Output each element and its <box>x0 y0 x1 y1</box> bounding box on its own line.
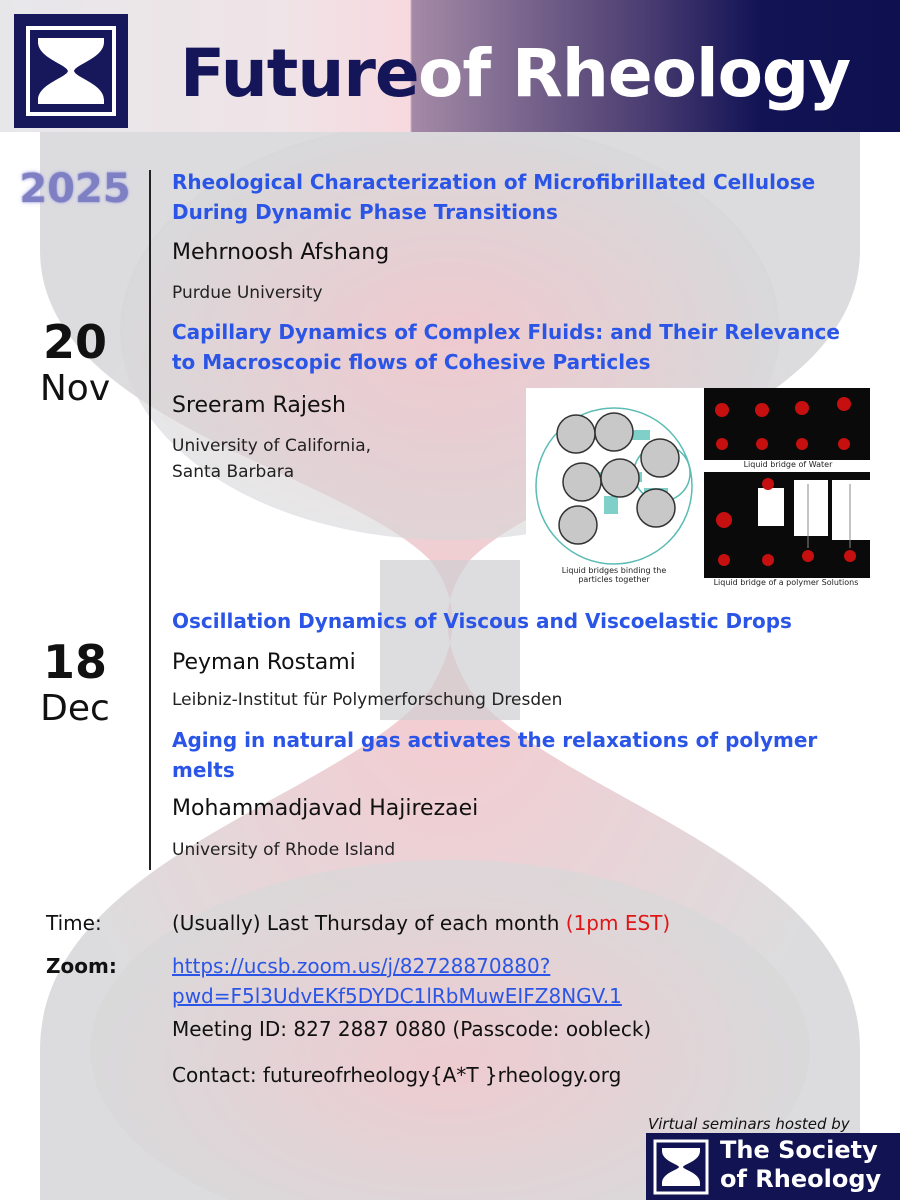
talk-title-line: Oscillation Dynamics of Viscous and Viscoelastic Drops <box>172 609 792 633</box>
meeting-id: Meeting ID: 827 2887 0880 (Passcode: oobleck) <box>172 1017 652 1041</box>
talk-1-title <box>172 167 872 227</box>
talk-1-speaker: Mehrnoosh Afshang <box>172 240 390 265</box>
hourglass-logo-icon <box>14 14 128 128</box>
zoom-link-line2[interactable]: pwd=F5l3UdvEKf5DYDC1lRbMuwEIFZ8NGV.1 <box>172 984 622 1008</box>
caption-particles-line1: Liquid bridges binding the <box>561 566 667 575</box>
talk-3-title <box>172 606 872 636</box>
talk-title-line: Capillary Dynamics of Complex Fluids: and Their Relevance <box>172 320 840 344</box>
talk-4-title <box>172 725 872 785</box>
session-1-month: Nov <box>39 368 111 409</box>
talk-title-line: During Dynamic Phase Transitions <box>172 200 558 224</box>
timeline-divider <box>149 170 151 870</box>
title-of-rheology: of Rheology <box>418 35 851 112</box>
year-label: 2025 <box>19 166 131 212</box>
contact-info: Contact: futureofrheology{A*T }rheology.org <box>172 1063 622 1087</box>
talk-2-affiliation <box>172 433 512 485</box>
caption-polymer: Liquid bridge of a polymer Solutions <box>713 578 859 587</box>
society-name <box>720 1136 900 1194</box>
talk-3-speaker: Peyman Rostami <box>172 650 356 675</box>
time-text: (Usually) Last Thursday of each month <box>172 911 560 935</box>
talk-title-line: melts <box>172 758 235 782</box>
talk-1-affiliation: Purdue University <box>172 283 323 303</box>
zoom-label: Zoom: <box>46 954 117 978</box>
talk-title-line: Aging in natural gas activates the relaxations of polymer <box>172 728 818 752</box>
zoom-link-line1[interactable]: https://ucsb.zoom.us/j/82728870880? <box>172 954 551 978</box>
society-name-line: The Society <box>720 1136 878 1164</box>
talk-4-affiliation: University of Rhode Island <box>172 840 396 860</box>
zoom-link[interactable] <box>172 951 622 1011</box>
talk-title-line: Rheological Characterization of Microfibrillated Cellulose <box>172 170 816 194</box>
talk-2-speaker: Sreeram Rajesh <box>172 393 346 418</box>
caption-water: Liquid bridge of Water <box>743 460 833 469</box>
title-future: Future <box>180 35 419 112</box>
time-emphasis: (1pm EST) <box>565 911 671 935</box>
time-label: Time: <box>46 911 102 935</box>
talk-2-title <box>172 317 872 377</box>
liquid-bridge-figure <box>526 388 870 588</box>
talk-4-speaker: Mohammadjavad Hajirezaei <box>172 796 479 821</box>
session-2-day: 18 <box>42 635 107 689</box>
time-value <box>172 908 670 938</box>
caption-particles-line2: particles together <box>578 575 650 584</box>
session-1-day: 20 <box>42 315 107 369</box>
talk-title-line: to Macroscopic flows of Cohesive Particles <box>172 350 651 374</box>
hosted-by-label: Virtual seminars hosted by <box>648 1115 850 1133</box>
talk-3-affiliation: Leibniz-Institut für Polymerforschung Dresden <box>172 690 563 710</box>
session-2-month: Dec <box>40 688 110 729</box>
society-name-line: of Rheology <box>720 1165 882 1193</box>
affiliation-line: University of California, <box>172 436 372 456</box>
affiliation-line: Santa Barbara <box>172 462 295 482</box>
